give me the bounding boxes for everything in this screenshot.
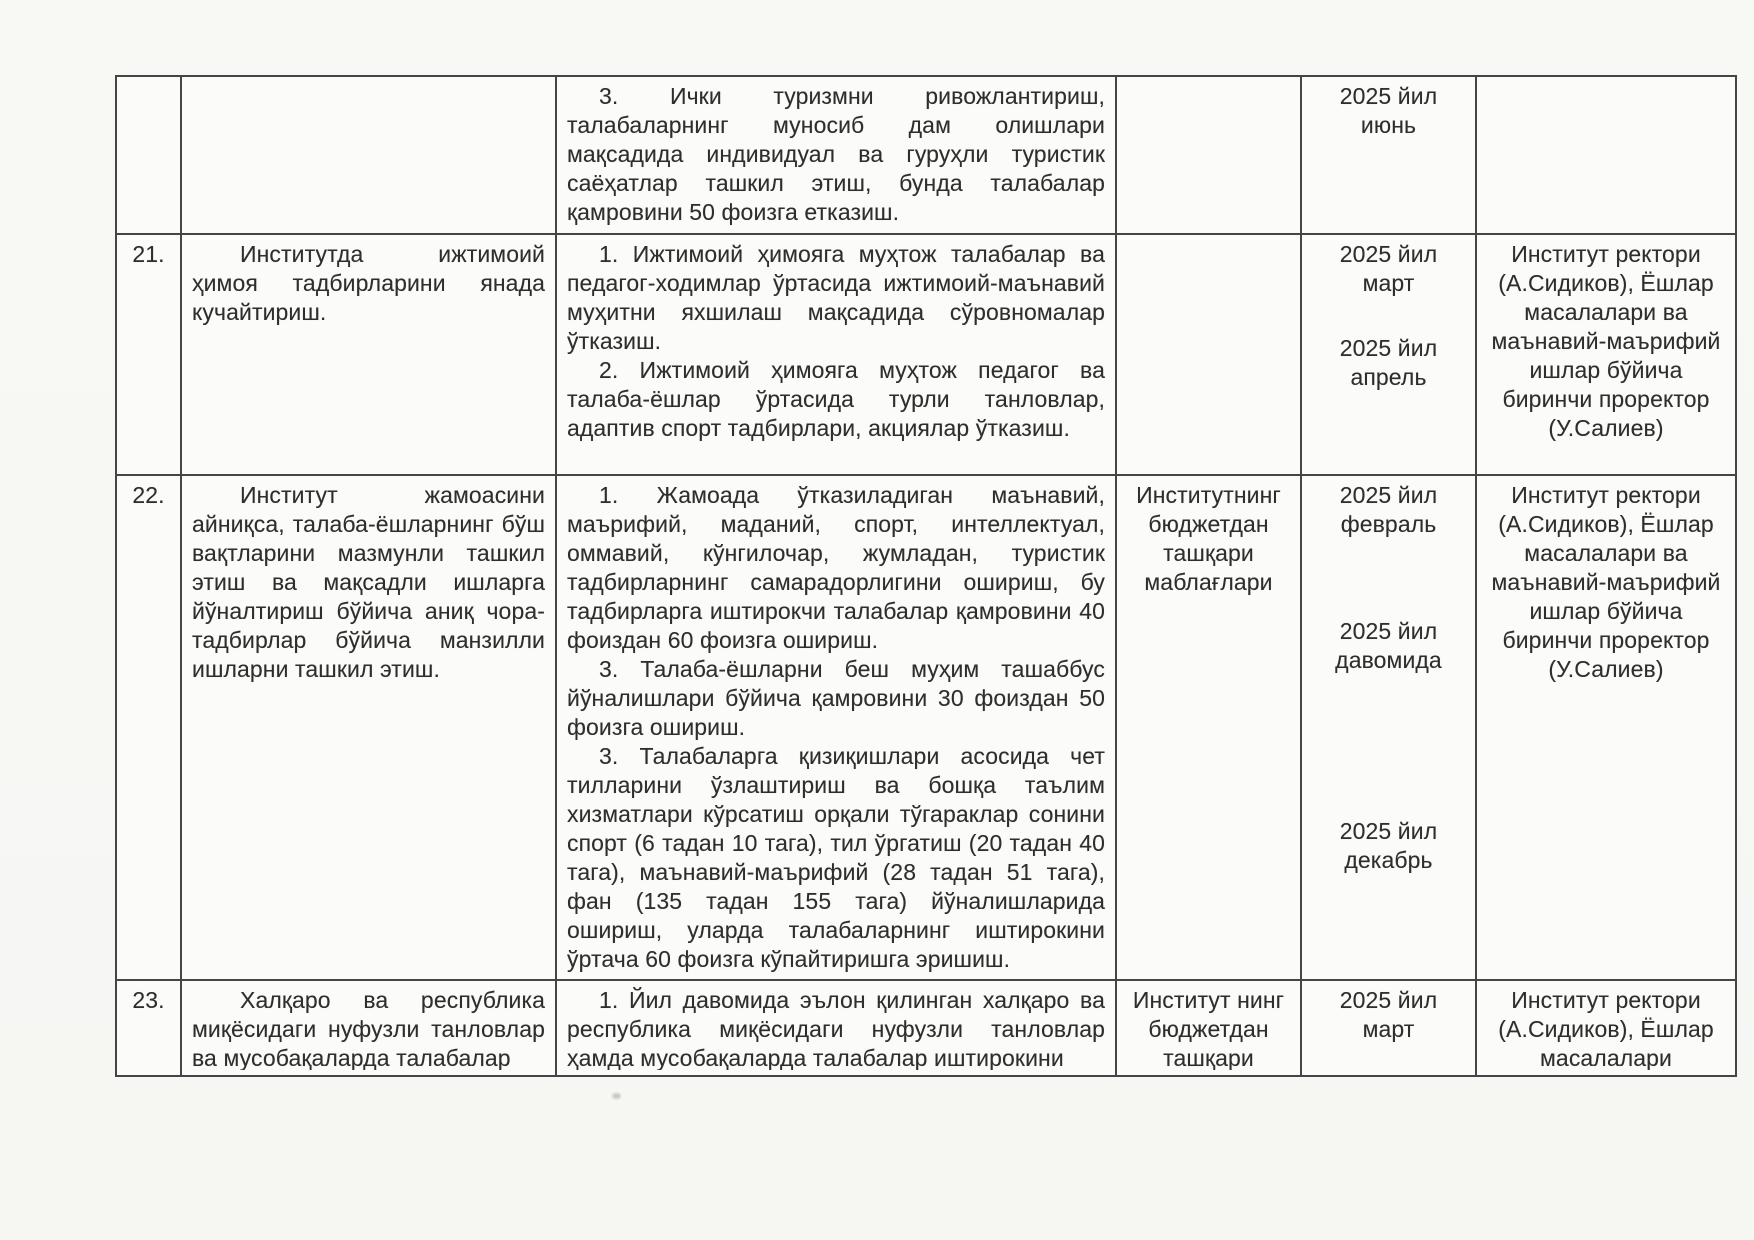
date-value: 2025 йил давомида [1335, 618, 1442, 673]
row22-number-cell: 22. [116, 475, 181, 980]
row21-date-cell [1301, 234, 1476, 475]
activity-item: 3. Талаба-ёшларни беш муҳим ташаббус йўналишлари бўйича қамровини 30 фоиздан 50 фоизга ошириш. [567, 656, 1105, 740]
date-value: 2025 йил февраль [1339, 482, 1438, 537]
activity-item: 3. Талабаларга қизиқишлари асосида чет тилларини ўзлаштириш ва бошқа таълим хизматлари кўрсатиш орқали тўгараклар сонини спорт (6 тадан 10 тага), тил ўргатиш (20 тадан 40 тага), маънавий-маърифий (28 тадан 51 тага), фан (135 тадан 155 тага) йўналишларида ошириш, уларда талабаларнинг иштирокини ўртача 60 фоизга кўпайтиришга эришиш. [567, 743, 1105, 972]
row20-task-cell [181, 76, 556, 234]
task-text: Халқаро ва республика миқёсидаги нуфузли танловлар ва мусобақаларда талабалар [192, 987, 545, 1070]
row20-date-cell [1301, 76, 1476, 234]
activity-item: 1. Жамоада ўтказиладиган маънавий, маърифий, маданий, спорт, интеллектуал, оммавий, кўнгилочар, жумладан, туристик тадбирларнинг самарадорлигини ошириш, бу тадбирларга иштирокчи талабалар қамровини 40 фоиздан 60 фоизга ошириш. [567, 482, 1105, 653]
activity-item: 2. Ижтимоий ҳимояга муҳтож педагог ва талаба-ёшлар ўртасида турли танловлар, адаптив спорт тадбирлари, акциялар ўтказиш. [567, 357, 1105, 441]
table-row-21 [116, 234, 1736, 475]
row23-number-cell: 23. [116, 980, 181, 1076]
date-value: 2025 йил март [1339, 987, 1438, 1042]
row20-activities-cell [556, 76, 1116, 234]
task-text: Институт жамоасини айниқса, талаба-ёшларнинг бўш вақтларини мазмунли ташкил этиш ва мақсадли ишларга йўналтириш бўйича аниқ чора-тадбирлар бўйича манзилли ишларни ташкил этиш. [192, 482, 545, 682]
date-value: 2025 йил июнь [1339, 83, 1438, 138]
row22-funding-cell: Институтнинг бюджетдан ташқари маблағлари [1116, 475, 1301, 980]
table-row-22 [116, 475, 1736, 980]
row23-task-cell [181, 980, 556, 1076]
row20-funding-cell [1116, 76, 1301, 234]
activity-item: 3. Ички туризмни ривожлантириш, талабаларнинг муносиб дам олишлари мақсадида индивидуал ва гуруҳли туристик саёҳатлар ташкил этиш, бунда талабалар қамровини 50 фоизга етказиш. [567, 83, 1105, 225]
table-row-20-continued [116, 76, 1736, 234]
row22-task-cell [181, 475, 556, 980]
date-value: 2025 йил апрель [1339, 335, 1438, 390]
activity-item: 1. Ижтимоий ҳимояга муҳтож талабалар ва педагог-ходимлар ўртасида ижтимоий-маънавий муҳитни яхшилаш мақсадида сўровномалар ўтказиш. [567, 241, 1105, 354]
scan-speck [612, 1093, 621, 1099]
task-text: Институтда ижтимоий ҳимоя тадбирларини янада кучайтириш. [192, 241, 545, 325]
row22-activities-cell [556, 475, 1116, 980]
row22-date-cell [1301, 475, 1476, 980]
row21-activities-cell [556, 234, 1116, 475]
date-value: 2025 йил март [1339, 241, 1438, 296]
row21-task-cell [181, 234, 556, 475]
action-plan-table [115, 75, 1737, 1077]
row23-responsible-cell: Институт ректори (А.Сидиков), Ёшлар масалалари [1476, 980, 1736, 1076]
row21-funding-cell [1116, 234, 1301, 475]
row21-number-cell: 21. [116, 234, 181, 475]
row23-date-cell [1301, 980, 1476, 1076]
row20-responsible-cell [1476, 76, 1736, 234]
row23-funding-cell: Институт нинг бюджетдан ташқари [1116, 980, 1301, 1076]
date-value: 2025 йил декабрь [1339, 818, 1438, 873]
table-row-23 [116, 980, 1736, 1076]
row22-responsible-cell: Институт ректори (А.Сидиков), Ёшлар масалалари ва маънавий-маърифий ишлар бўйича биринчи проректор (У.Салиев) [1476, 475, 1736, 980]
row20-number-cell [116, 76, 181, 234]
activity-item: 1. Йил давомида эълон қилинган халқаро ва республика миқёсидаги нуфузли танловлар ҳамда мусобақаларда талабалар иштирокини [567, 987, 1105, 1070]
row21-responsible-cell: Институт ректори (А.Сидиков), Ёшлар масалалари ва маънавий-маърифий ишлар бўйича биринчи проректор (У.Салиев) [1476, 234, 1736, 475]
row23-activities-cell [556, 980, 1116, 1076]
